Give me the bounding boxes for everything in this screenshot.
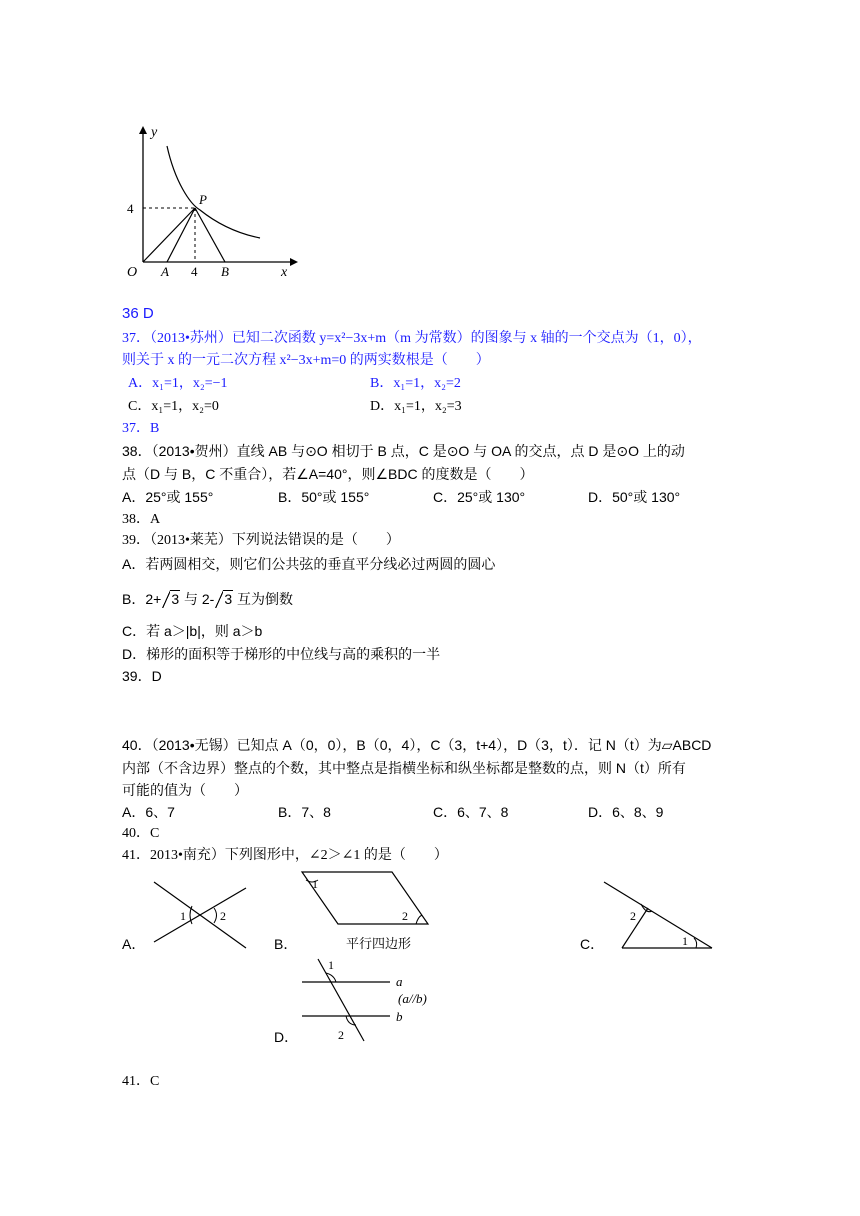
question-40-option-a: A．6、7: [122, 804, 175, 820]
parallelogram-caption: 平行四边形: [346, 936, 412, 951]
axis-x-label: x: [281, 265, 288, 280]
origin-label: O: [127, 265, 138, 280]
question-41-option-d: D．: [274, 1029, 299, 1045]
question-41-option-b: B．: [274, 936, 298, 952]
line-b-label: b: [396, 1009, 403, 1024]
question-37-option-d: D．x₁=1，x₂=3: [370, 399, 462, 414]
question-38-line-2: 点（D 与 B，C 不重合），若∠A=40°，则∠BDC 的度数是（ ）: [122, 466, 534, 482]
angle-1-label: 1: [328, 958, 334, 972]
question-39-option-d: D．梯形的面积等于梯形的中位线与高的乘积的一半: [122, 646, 441, 662]
point-p-label: P: [199, 192, 207, 207]
answer-36: 36 D: [122, 305, 154, 322]
answer-38: 38．A: [122, 512, 161, 527]
angle-1-label: 1: [312, 877, 318, 891]
answer-41: 41．C: [122, 1074, 160, 1089]
angle-1-label: 1: [682, 934, 688, 948]
angle-1-label: 1: [180, 909, 186, 923]
x-tick-label: 4: [191, 264, 198, 279]
question-41-option-c: C．: [580, 936, 605, 952]
figure-a-intersecting-lines: [150, 878, 250, 953]
line-a-label: a: [396, 974, 403, 989]
question-37-option-b: B．x₁=1，x₂=2: [370, 376, 461, 391]
angle-2-label: 2: [220, 909, 226, 923]
question-38-option-b: B．50°或 155°: [278, 489, 370, 505]
point-a-label: A: [161, 264, 169, 279]
angle-2-label: 2: [338, 1028, 344, 1042]
question-40-line-1: 40．（2013•无锡）已知点 A（0，0），B（0，4），C（3，t+4），D（3，t）．记 N（t）为▱ABCD: [122, 737, 712, 753]
y-tick-label: 4: [127, 201, 134, 216]
question-40-line-2: 内部（不含边界）整点的个数，其中整点是指横坐标和纵坐标都是整数的点，则 N（t）所有: [122, 760, 686, 776]
sqrt-3-first: 3: [161, 590, 180, 608]
question-40-option-c: C．6、7、8: [433, 804, 509, 820]
answer-37: 37．B: [122, 421, 160, 436]
answer-39: 39．D: [122, 668, 162, 684]
question-40-option-d: D．6、8、9: [588, 804, 664, 820]
figure-b-parallelogram: [298, 868, 438, 958]
question-40-line-3: 可能的值为（ ）: [122, 782, 248, 798]
question-41-option-a: A．: [122, 936, 146, 952]
figure-d-parallel-lines: [298, 955, 448, 1045]
question-37-line-2: 则关于 x 的一元二次方程 x²−3x+m=0 的两实数根是（ ）: [122, 353, 490, 368]
angle-2-label: 2: [402, 909, 408, 923]
parallel-note: (a//b): [398, 991, 427, 1006]
question-37-line-1: 37．（2013•苏州）已知二次函数 y=x²−3x+m（m 为常数）的图象与 x 轴的一个交点为（1，0），: [122, 331, 702, 346]
question-37-option-c: C．x₁=1，x₂=0: [128, 399, 219, 414]
question-39-option-a: A．若两圆相交，则它们公共弦的垂直平分线必过两圆的圆心: [122, 556, 496, 572]
axis-y-label: y: [151, 125, 158, 140]
point-b-label: B: [221, 264, 229, 279]
option-b-middle: 与 2-: [184, 591, 215, 607]
question-38-option-a: A．25°或 155°: [122, 489, 214, 505]
angle-2-label: 2: [630, 909, 636, 923]
question-39-line-1: 39．（2013•莱芜）下列说法错误的是（ ）: [122, 533, 400, 548]
sqrt-3-second: 3: [214, 590, 233, 608]
question-39-option-c: C．若 a＞|b|，则 a＞b: [122, 623, 263, 639]
question-38-option-d: D．50°或 130°: [588, 489, 681, 505]
question-38-line-1: 38．（2013•贺州）直线 AB 与⊙O 相切于 B 点，C 是⊙O 与 OA 的交点，点 D 是⊙O 上的动: [122, 443, 685, 459]
figure-c-triangle: [600, 878, 720, 953]
option-b-suffix: 互为倒数: [237, 591, 294, 607]
option-b-prefix: B．2+: [122, 591, 162, 607]
question-37-option-a: A．x₁=1，x₂=−1: [128, 376, 228, 391]
question-38-option-c: C．25°或 130°: [433, 489, 526, 505]
question-36-graph: [115, 122, 300, 282]
question-40-option-b: B．7、8: [278, 804, 331, 820]
question-41-line-1: 41．2013•南充）下列图形中，∠2＞∠1 的是（ ）: [122, 848, 448, 863]
question-39-option-b: [122, 590, 293, 608]
answer-40: 40．C: [122, 826, 160, 841]
